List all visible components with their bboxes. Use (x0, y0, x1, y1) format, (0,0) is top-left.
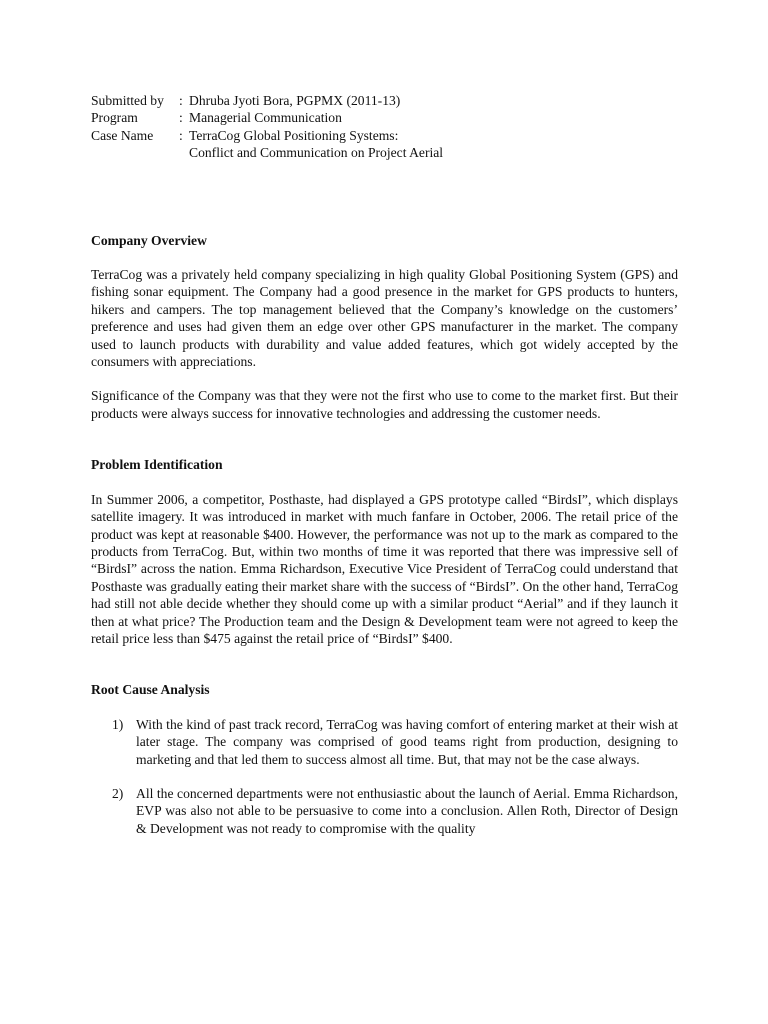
meta-value: Dhruba Jyoti Bora, PGPMX (2011-13) (189, 93, 401, 108)
section-heading: Company Overview (91, 232, 207, 248)
meta-label: Program (91, 110, 138, 126)
meta-colon: : (179, 127, 183, 143)
meta-colon-empty (179, 144, 189, 161)
meta-colon: : (179, 93, 183, 108)
company-overview-section (91, 232, 678, 423)
list-item-number: 1) (112, 716, 124, 732)
meta-value: Managerial Communication (189, 110, 342, 126)
meta-label: Case Name (91, 127, 154, 143)
section-heading: Problem Identification (91, 457, 223, 473)
document-page (91, 92, 678, 854)
meta-label (91, 144, 179, 161)
list-item-number: 2) (112, 785, 124, 801)
paragraph: TerraCog was a privately held company specializing in high quality Global Positioning System (GPS) and fishing sonar equipment. The Company had a good presence in the market for GPS products to hunters, hikers and campers. The top management believed that the Company’s knowledge on the customers’ preference and uses had given them an edge over other GPS manufacturer in the market. The company used to launch products with durability and value added features, which got widely accepted by the consumers with appreciations. (91, 267, 678, 370)
root-cause-analysis-section (91, 681, 678, 837)
list-item-text: With the kind of past track record, TerraCog was having comfort of entering market at their wish at later stage. The company was comprised of good teams right from production, designing to marketing and that led them to success almost all time. But, that may not be the case always. (136, 716, 678, 767)
problem-identification-section (91, 456, 678, 647)
meta-label: Submitted by (91, 93, 164, 108)
paragraph: Significance of the Company was that they were not the first who use to come to the market first. But their products were always success for innovative technologies and addressing the customer needs. (91, 388, 678, 421)
meta-value: TerraCog Global Positioning Systems: (189, 127, 399, 143)
section-heading: Root Cause Analysis (91, 682, 210, 698)
meta-colon: : (179, 110, 183, 126)
list-item (91, 785, 678, 837)
paragraph: In Summer 2006, a competitor, Posthaste, had displayed a GPS prototype called “BirdsI”, which displays satellite imagery. It was introduced in market with much fanfare in October, 2006. The retail price of the product was kept at reasonable $400. However, the performance was not up to the mark as compared to the products from TerraCog. But, within two months of time it was reported that there was impressive sell of “BirdsI” across the nation. Emma Richardson, Executive Vice President of TerraCog could understand that Posthaste was gradually eating their market share with the success of “BirdsI”. On the other hand, TerraCog had still not able decide whether they should come up with a similar product “Aerial” and if they launch it then at what price? The Production team and the Design & Development team were not agreed to keep the retail price less than $475 against the retail price of “BirdsI” $400. (91, 491, 678, 646)
list-item-text: All the concerned departments were not enthusiastic about the launch of Aerial. Emma Richardson, EVP was also not able to be persuasive to come into a conclusion. Allen Roth, Director of Design & Development was not ready to compromise with the quality (136, 785, 678, 836)
list-item (91, 716, 678, 768)
submission-details (91, 92, 678, 162)
meta-value: Conflict and Communication on Project Aerial (189, 145, 444, 161)
root-cause-list (91, 716, 678, 837)
